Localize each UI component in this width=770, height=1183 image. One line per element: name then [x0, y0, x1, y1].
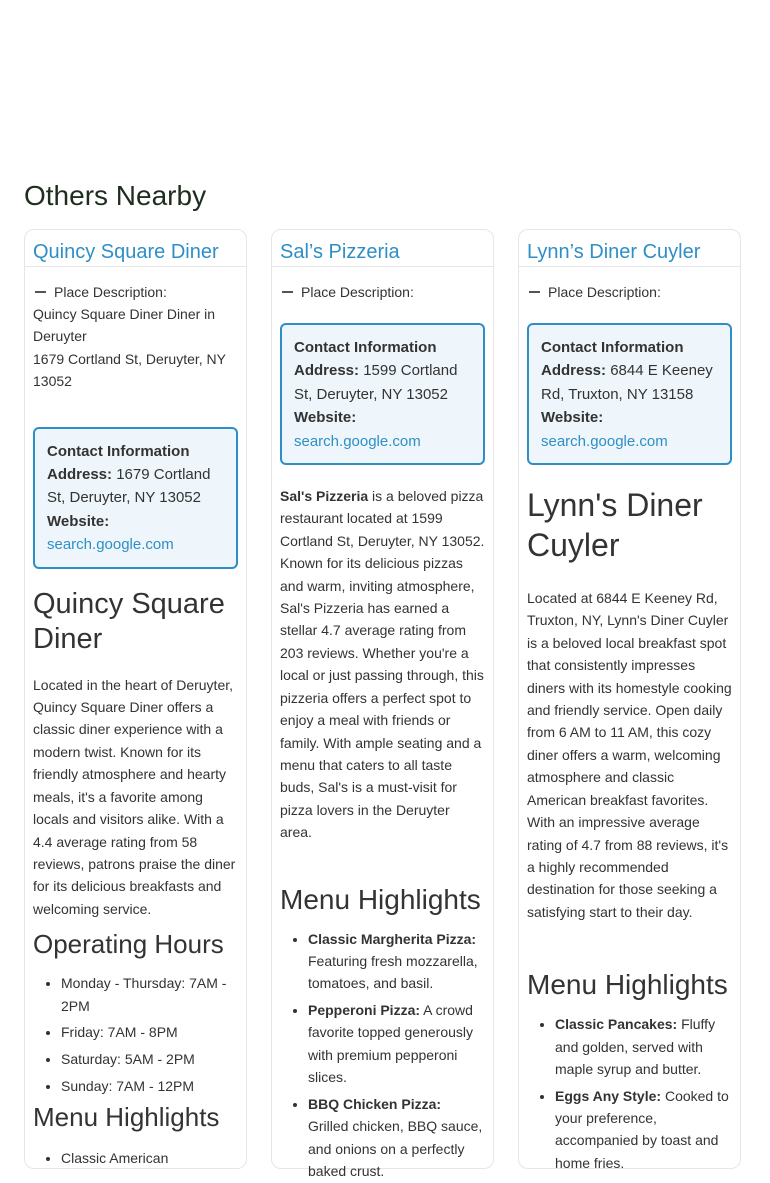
menu-item	[61, 1147, 238, 1169]
description-line: 1679 Cortland St, Deruyter, NY 13052	[33, 350, 226, 390]
menu-heading: Menu Highlights	[33, 1102, 220, 1133]
place-title-link[interactable]: Lynn’s Diner Cuyler	[527, 241, 701, 263]
contact-heading: Contact Information	[47, 442, 190, 460]
business-name-heading: Quincy Square Diner	[33, 587, 225, 655]
menu-item	[555, 1085, 732, 1175]
card-header	[25, 230, 246, 267]
address-label: Address:	[294, 362, 360, 380]
hours-item: • Sunday: 7AM - 12PM	[61, 1075, 238, 1097]
hours-heading: Operating Hours	[33, 929, 224, 960]
hours-list	[33, 972, 238, 1097]
menu-item	[555, 1013, 732, 1080]
contact-heading: Contact Information	[541, 339, 684, 356]
place-description-label: Place Description:	[54, 284, 167, 300]
card-body	[272, 267, 493, 1183]
place-description-toggle[interactable]	[33, 281, 238, 303]
place-description-label: Place Description:	[548, 284, 661, 300]
card-header	[272, 230, 493, 267]
menu-item	[308, 999, 485, 1089]
website-label: Website:	[294, 409, 357, 427]
about-bold-name: Sal's Pizzeria	[280, 488, 369, 505]
address-label: Address:	[541, 362, 607, 380]
website-link[interactable]: search.google.com	[47, 536, 174, 554]
place-card-quincy	[24, 229, 247, 1169]
address-value: 1599 Cortland St, Deruyter, NY 13052	[294, 362, 458, 403]
website-link[interactable]: search.google.com	[294, 432, 421, 450]
place-card-lynns	[518, 229, 741, 1169]
section-title: Others Nearby	[24, 180, 207, 211]
menu-heading: Menu Highlights	[527, 969, 728, 1001]
menu-item-name: BBQ Chicken Pizza:	[308, 1095, 442, 1112]
place-description-text	[33, 303, 238, 393]
menu-item-desc: Featuring fresh mozzarella, tomatoes, and basil.	[308, 952, 478, 992]
contact-box	[527, 323, 732, 465]
address-label: Address:	[47, 466, 113, 484]
card-body	[25, 267, 246, 1170]
hours-item: • Friday: 7AM - 8PM	[61, 1021, 238, 1043]
place-card-sals	[271, 229, 494, 1180]
menu-item-name: Classic Margherita Pizza:	[308, 930, 477, 947]
menu-list	[280, 928, 485, 1183]
menu-list	[527, 1013, 732, 1174]
menu-item-desc: Grilled chicken, BBQ sauce, and onions on a perfectly baked crust.	[308, 1118, 483, 1180]
website-label: Website:	[47, 512, 110, 530]
hours-item: • Monday - Thursday: 7AM - 2PM	[61, 972, 238, 1017]
collapse-icon	[35, 291, 46, 293]
address-value: 1679 Cortland St, Deruyter, NY 13052	[47, 466, 211, 507]
menu-item	[308, 1093, 485, 1183]
nearby-cards	[24, 229, 746, 1180]
menu-item-name: Classic American	[61, 1150, 169, 1167]
menu-item	[308, 928, 485, 995]
description-line: Quincy Square Diner Diner in Deruyter	[33, 306, 216, 345]
menu-item-name: Classic Pancakes:	[555, 1016, 678, 1033]
card-body	[519, 267, 740, 1174]
about-text: Located at 6844 E Keeney Rd, Truxton, NY, Lynn's Diner Cuyler is a beloved local breakfast spot that consistently impresses diners with its homestyle cooking and friendly service. Open daily from 6 AM to 11 AM, this cozy diner offers a warm, welcoming atmosphere and classic American breakfast favorites. With an impressive average rating of 4.7 from 88 reviews, it's a highly recommended destination for those seeking a satisfying start to their day.	[527, 590, 732, 920]
menu-item-desc: A crowd favorite topped generously with premium pepperoni slices.	[308, 1002, 473, 1086]
menu-item-desc: Cooked to your preference, accompanied by toast and home fries.	[555, 1087, 729, 1171]
place-description-toggle[interactable]	[527, 281, 732, 303]
menu-item-name: Pepperoni Pizza:	[308, 1002, 421, 1019]
collapse-icon	[282, 291, 293, 293]
about-text	[280, 485, 485, 844]
place-title-link[interactable]: Quincy Square Diner	[33, 241, 219, 263]
contact-box	[33, 427, 238, 569]
about-body: is a beloved pizza restaurant located at 1599 Cortland St, Deruyter, NY 13052. Known for its delicious pizzas and warm, inviting atmosphere, Sal's Pizzeria has earned a stellar 4.7 average rating from 203 reviews. Whether you're a local or just passing through, this pizzeria offers a perfect spot to enjoy a meal with friends or family. With ample seating and a menu that caters to all taste buds, Sal's is a must-visit for pizza lovers in the Deruyter area.	[280, 488, 485, 841]
menu-list	[33, 1147, 238, 1169]
contact-heading: Contact Information	[294, 339, 437, 356]
business-name-heading: Lynn's Diner Cuyler	[527, 487, 703, 564]
hours-item: • Saturday: 5AM - 2PM	[61, 1048, 238, 1070]
place-description-toggle[interactable]	[280, 281, 485, 303]
contact-box	[280, 323, 485, 465]
menu-item-desc: Fluffy and golden, served with maple syrup and butter.	[555, 1016, 716, 1077]
address-value: 6844 E Keeney Rd, Truxton, NY 13158	[541, 362, 713, 403]
about-text: Located in the heart of Deruyter, Quincy Square Diner offers a classic diner experience with a modern twist. Known for its friendly atmosphere and hearty meals, it's a favorite among locals and visitors alike. With a 4.4 average rating from 58 reviews, patrons praise the diner for its delicious breakfasts and welcoming service.	[33, 676, 236, 917]
menu-heading: Menu Highlights	[280, 883, 481, 915]
collapse-icon	[529, 291, 540, 293]
website-label: Website:	[541, 409, 604, 427]
card-header	[519, 230, 740, 267]
menu-item-name: Eggs Any Style:	[555, 1087, 662, 1104]
place-title-link[interactable]: Sal’s Pizzeria	[280, 241, 400, 263]
place-description-label: Place Description:	[301, 284, 414, 300]
website-link[interactable]: search.google.com	[541, 432, 668, 450]
